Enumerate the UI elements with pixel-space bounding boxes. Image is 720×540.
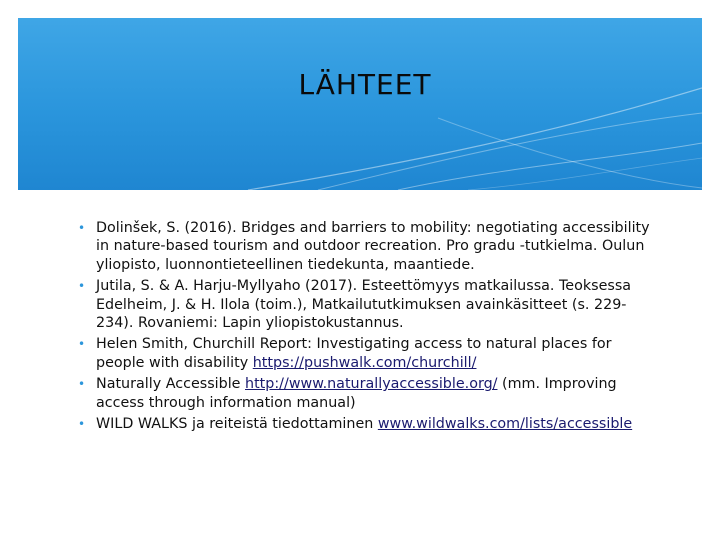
reference-list	[72, 219, 652, 436]
reference-text: Jutila, S. & A. Harju-Myllyaho (2017). Esteettömyys matkailussa. Teoksessa Edelheim, J. & H. Ilola (toim.), Matkailututkimuksen avainkäsitteet (s. 229-234). Rovaniemi: Lapin yliopistokustannus.	[96, 278, 632, 332]
bullet-icon: •	[78, 279, 86, 294]
reference-item	[72, 277, 652, 332]
reference-item	[72, 415, 652, 433]
page-title: LÄHTEET	[298, 68, 432, 101]
reference-link[interactable]: https://pushwalk.com/churchill/	[252, 354, 477, 371]
reference-text: Dolinšek, S. (2016). Bridges and barriers to mobility: negotiating accessibility in nature-based tourism and outdoor recreation. Pro gradu -tutkielma. Oulun yliopisto, luonnontieteellinen tiedekunta, maantiede.	[96, 220, 650, 273]
bullet-icon: •	[78, 221, 86, 235]
reference-item	[72, 375, 652, 412]
reference-text: Naturally Accessible	[96, 376, 246, 393]
bullet-icon: •	[78, 417, 86, 432]
reference-item	[72, 335, 652, 372]
title-banner	[18, 18, 702, 190]
reference-text-after: (mm. Improving access through information manual)	[96, 376, 617, 411]
bullet-icon: •	[78, 377, 86, 392]
reference-item	[72, 219, 652, 274]
reference-link[interactable]: www.wildwalks.com/lists/accessible	[377, 416, 633, 433]
reference-link[interactable]: http://www.naturallyaccessible.org/	[245, 376, 498, 393]
reference-text: WILD WALKS ja reiteistä tiedottaminen	[96, 416, 378, 433]
reference-text: Helen Smith, Churchill Report: Investigating access to natural places for people with disability	[96, 336, 612, 371]
bullet-icon: •	[78, 337, 86, 352]
banner-wave-decoration	[18, 18, 702, 190]
